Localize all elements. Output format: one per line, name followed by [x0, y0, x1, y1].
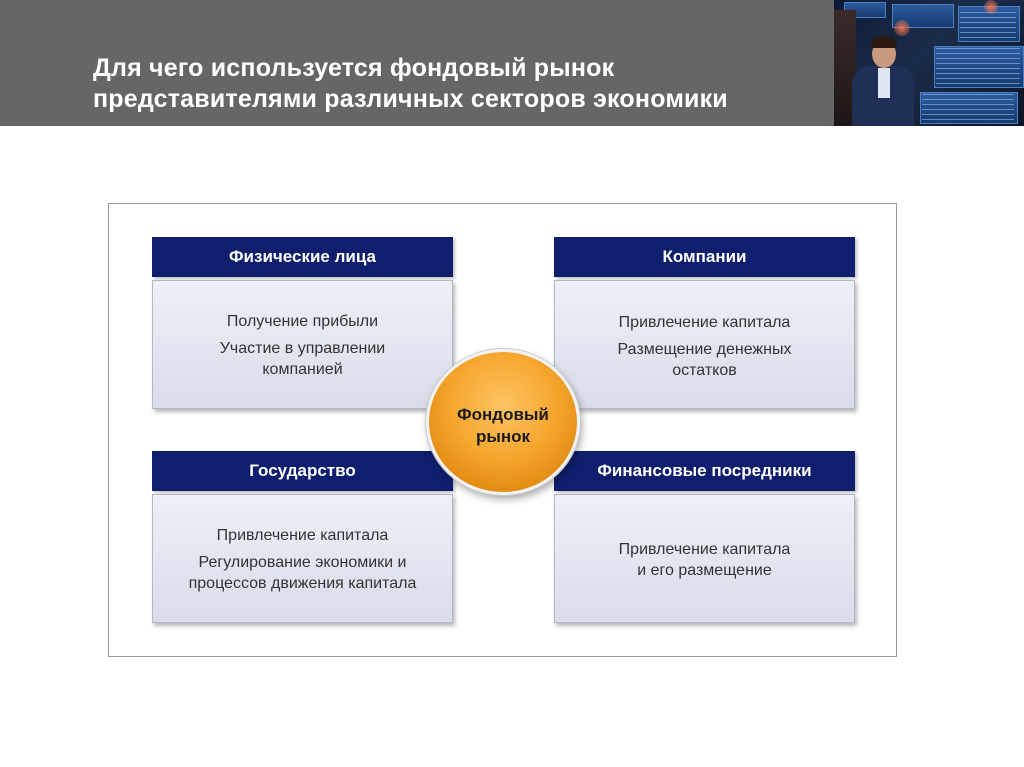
quadrant-body-government [152, 494, 453, 623]
slide-title-line-2: представителями различных секторов экономики [93, 85, 728, 113]
quadrant-header-companies: Компании [554, 237, 855, 277]
quadrant-line: Регулирование экономики и [198, 554, 407, 571]
stock-market-label-line-2: рынок [475, 427, 531, 446]
stock-market-label-line-1: Фондовый [457, 405, 549, 424]
stock-market-center-circle [426, 349, 580, 495]
slide-header [0, 0, 834, 126]
quadrant-header-individuals: Физические лица [152, 237, 453, 277]
slide-title-line-1: Для чего используется фондовый рынок [93, 54, 615, 82]
quadrant-body-individuals [152, 280, 453, 409]
quadrant-line: процессов движения капитала [188, 575, 417, 592]
quadrant-line: компанией [262, 361, 343, 378]
quadrant-header-government: Государство [152, 451, 453, 491]
quadrant-line: Размещение денежных [617, 341, 792, 358]
quadrant-line: Получение прибыли [226, 313, 379, 330]
quadrant-body-companies [554, 280, 855, 409]
quadrant-line: Привлечение капитала [618, 541, 791, 558]
stock-exchange-trader-photo [834, 0, 1024, 126]
quadrant-line: Участие в управлении [219, 340, 386, 357]
quadrant-line: Привлечение капитала [216, 527, 389, 544]
quadrant-line: остатков [672, 362, 737, 379]
quadrant-header-financial-intermediaries: Финансовые посредники [554, 451, 855, 491]
quadrant-line: и его размещение [637, 562, 772, 579]
quadrant-line: Привлечение капитала [618, 314, 791, 331]
quadrant-body-financial-intermediaries [554, 494, 855, 623]
stock-market-label [429, 404, 577, 448]
slide-title [93, 53, 813, 115]
